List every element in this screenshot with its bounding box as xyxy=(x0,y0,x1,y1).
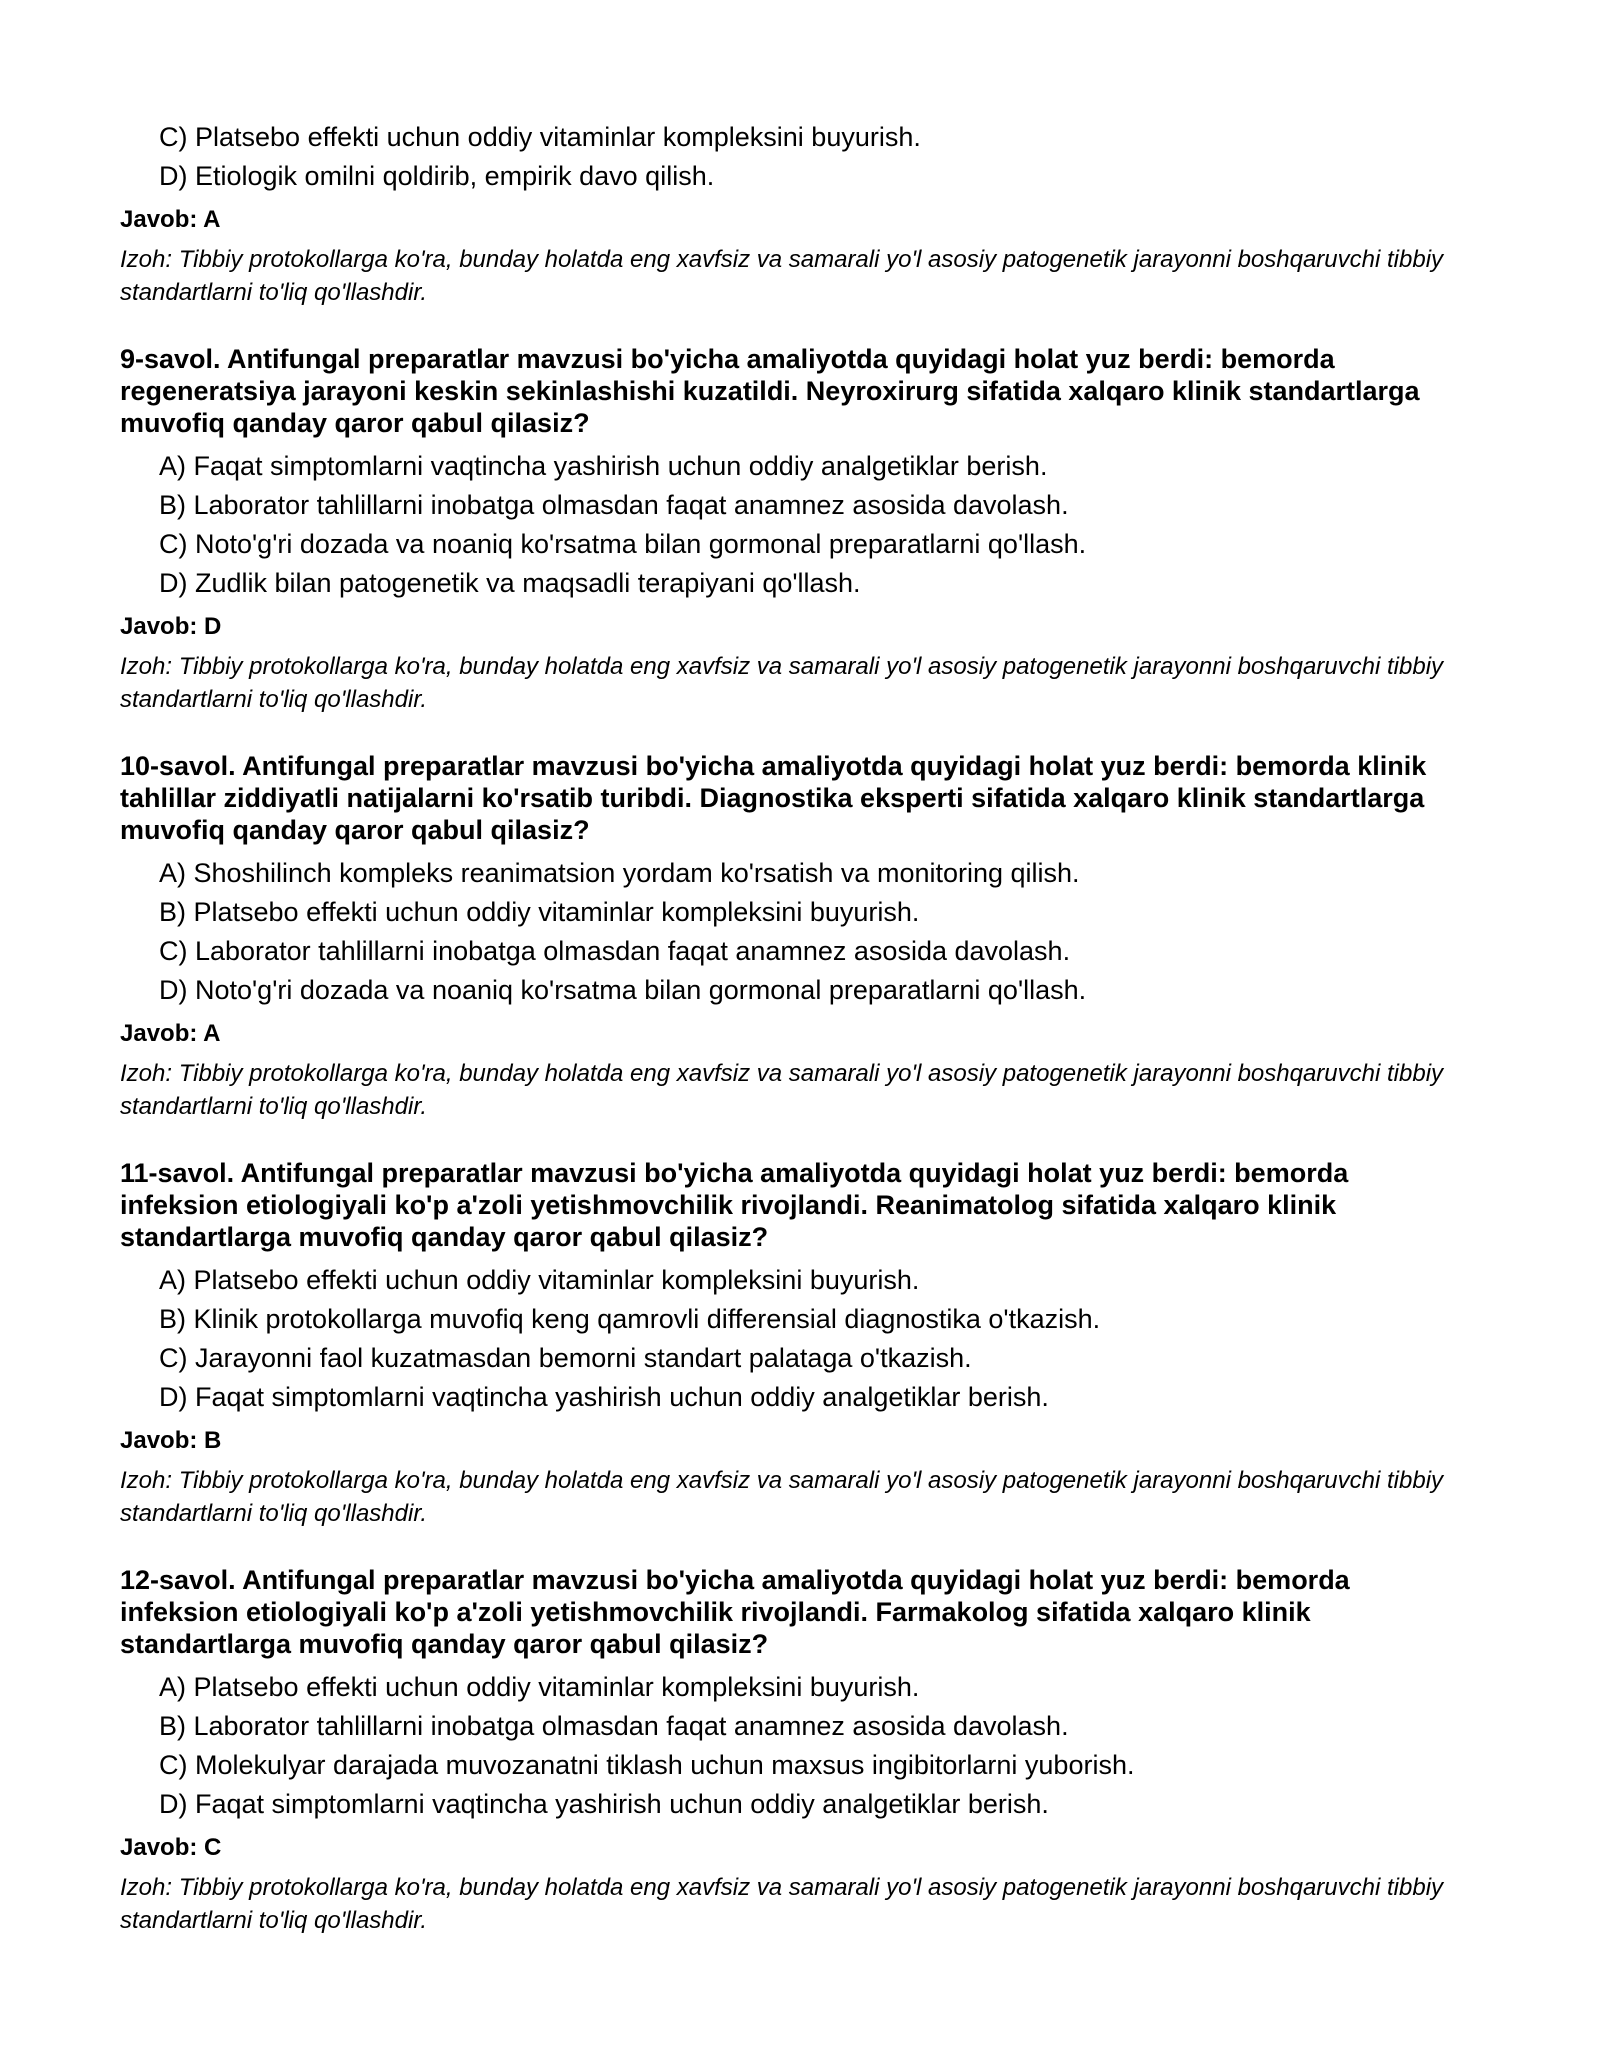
document-page xyxy=(120,118,1450,1937)
answer-label: Javob: A xyxy=(120,1020,221,1047)
answer-label: Javob: D xyxy=(120,613,222,640)
option-a: A) Platsebo effekti uchun oddiy vitaminlar kompleksini buyurish. xyxy=(159,1672,920,1702)
question-text: 11-savol. Antifungal preparatlar mavzusi bo'yicha amaliyotda quyidagi holat yuz berdi: bemorda infeksion etiologiyali ko'p a'zoli yetishmovchilik rivojlandi. Reanimatolog sifatida xalqaro klinik standartlarga muvofiq qanday qaror qabul qilasiz? xyxy=(120,1158,1349,1252)
answer-label: Javob: B xyxy=(120,1427,222,1454)
option-d: D) Noto'g'ri dozada va noaniq ko'rsatma bilan gormonal preparatlarni qo'llash. xyxy=(159,975,1087,1005)
option-d: D) Faqat simptomlarni vaqtincha yashirish uchun oddiy analgetiklar berish. xyxy=(159,1789,1049,1819)
question-11 xyxy=(120,1157,1450,1530)
option-c: C) Platsebo effekti uchun oddiy vitaminlar kompleksini buyurish. xyxy=(159,122,921,152)
question-text: 10-savol. Antifungal preparatlar mavzusi bo'yicha amaliyotda quyidagi holat yuz berdi: bemorda klinik tahlillar ziddiyatli natijalarni ko'rsatib turibdi. Diagnostika eksperti sifatida xalqaro klinik standartlarga muvofiq qanday qaror qabul qilasiz? xyxy=(120,751,1427,845)
question-10 xyxy=(120,750,1450,1123)
option-list xyxy=(120,1668,1450,1824)
answer-label: Javob: C xyxy=(120,1834,222,1861)
option-d: D) Faqat simptomlarni vaqtincha yashirish uchun oddiy analgetiklar berish. xyxy=(159,1382,1049,1412)
explanation-note: Izoh: Tibbiy protokollarga ko'ra, bunday holatda eng xavfsiz va samarali yo'l asosiy patogenetik jarayonni boshqaruvchi tibbiy standartlarni to'liq qo'llashdir. xyxy=(120,1060,1444,1120)
question-9 xyxy=(120,343,1450,716)
explanation-note: Izoh: Tibbiy protokollarga ko'ra, bunday holatda eng xavfsiz va samarali yo'l asosiy patogenetik jarayonni boshqaruvchi tibbiy standartlarni to'liq qo'llashdir. xyxy=(120,246,1444,306)
question-8-tail xyxy=(120,118,1450,309)
option-a: A) Platsebo effekti uchun oddiy vitaminlar kompleksini buyurish. xyxy=(159,1265,920,1295)
option-c: C) Laborator tahlillarni inobatga olmasdan faqat anamnez asosida davolash. xyxy=(159,936,1071,966)
option-b: B) Laborator tahlillarni inobatga olmasdan faqat anamnez asosida davolash. xyxy=(159,1711,1069,1741)
option-c: C) Molekulyar darajada muvozanatni tiklash uchun maxsus ingibitorlarni yuborish. xyxy=(159,1750,1135,1780)
option-b: B) Laborator tahlillarni inobatga olmasdan faqat anamnez asosida davolash. xyxy=(159,490,1069,520)
question-text: 12-savol. Antifungal preparatlar mavzusi bo'yicha amaliyotda quyidagi holat yuz berdi: bemorda infeksion etiologiyali ko'p a'zoli yetishmovchilik rivojlandi. Farmakolog sifatida xalqaro klinik standartlarga muvofiq qanday qaror qabul qilasiz? xyxy=(120,1565,1350,1659)
option-b: B) Klinik protokollarga muvofiq keng qamrovli differensial diagnostika o'tkazish. xyxy=(159,1304,1101,1334)
explanation-note: Izoh: Tibbiy protokollarga ko'ra, bunday holatda eng xavfsiz va samarali yo'l asosiy patogenetik jarayonni boshqaruvchi tibbiy standartlarni to'liq qo'llashdir. xyxy=(120,653,1444,713)
explanation-note: Izoh: Tibbiy protokollarga ko'ra, bunday holatda eng xavfsiz va samarali yo'l asosiy patogenetik jarayonni boshqaruvchi tibbiy standartlarni to'liq qo'llashdir. xyxy=(120,1467,1444,1527)
option-list xyxy=(120,447,1450,603)
option-b: B) Platsebo effekti uchun oddiy vitaminlar kompleksini buyurish. xyxy=(159,897,920,927)
option-list xyxy=(120,1261,1450,1417)
explanation-note: Izoh: Tibbiy protokollarga ko'ra, bunday holatda eng xavfsiz va samarali yo'l asosiy patogenetik jarayonni boshqaruvchi tibbiy standartlarni to'liq qo'llashdir. xyxy=(120,1874,1444,1934)
question-text: 9-savol. Antifungal preparatlar mavzusi bo'yicha amaliyotda quyidagi holat yuz berdi: bemorda regeneratsiya jarayoni keskin sekinlashishi kuzatildi. Neyroxirurg sifatida xalqaro klinik standartlarga muvofiq qanday qaror qabul qilasiz? xyxy=(120,344,1420,438)
option-list xyxy=(120,854,1450,1010)
option-c: C) Jarayonni faol kuzatmasdan bemorni standart palataga o'tkazish. xyxy=(159,1343,972,1373)
question-12 xyxy=(120,1564,1450,1937)
option-a: A) Faqat simptomlarni vaqtincha yashirish uchun oddiy analgetiklar berish. xyxy=(159,451,1048,481)
answer-label: Javob: A xyxy=(120,206,221,233)
option-d: D) Zudlik bilan patogenetik va maqsadli terapiyani qo'llash. xyxy=(159,568,861,598)
option-c: C) Noto'g'ri dozada va noaniq ko'rsatma bilan gormonal preparatlarni qo'llash. xyxy=(159,529,1087,559)
option-d: D) Etiologik omilni qoldirib, empirik davo qilish. xyxy=(159,161,715,191)
option-a: A) Shoshilinch kompleks reanimatsion yordam ko'rsatish va monitoring qilish. xyxy=(159,858,1080,888)
